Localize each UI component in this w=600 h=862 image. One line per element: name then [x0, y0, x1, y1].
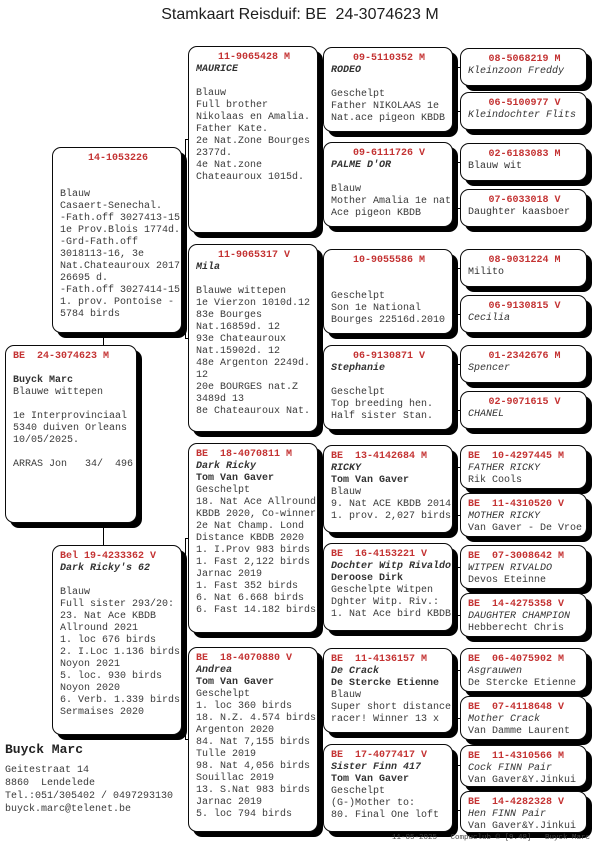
connector-line [185, 739, 188, 740]
connector-line [457, 567, 460, 568]
note-line: Bourges 22516d.2010 [331, 315, 446, 326]
pigeon-notes [60, 165, 181, 321]
note-line: Blauwe wittepen [13, 387, 104, 398]
pigeon-name: MOTHER RICKY [468, 511, 541, 522]
pedigree-box-asgrauwen [460, 648, 587, 692]
breeder-name: Van Gaver&Y.Jinkui [468, 821, 577, 832]
ring-number: BE 11-4310566 M [468, 751, 565, 762]
connector-line [457, 615, 460, 616]
note-line: 3018113-16, 3e [60, 249, 145, 260]
pedigree-box-mother-crack [460, 696, 587, 740]
page-title: Stamkaart Reisduif: BE 24-3074623 M [161, 6, 439, 23]
note-line: 12 [196, 370, 209, 381]
ring-number: BE 10-4297445 M [468, 451, 565, 462]
connector-line [321, 89, 322, 185]
ring-number: BE 14-4275358 V [468, 599, 565, 610]
note-line: Geschelpte Witpen [331, 585, 434, 596]
connector-line [457, 410, 460, 411]
note-line [196, 274, 312, 286]
note-line: Blauw [60, 587, 91, 598]
note-line: Full brother [196, 100, 269, 111]
pedigree-box-dark-ricky [188, 443, 318, 633]
note-line: -Grd-Fath.off [60, 237, 139, 248]
pigeon-name: Andrea [196, 665, 233, 676]
note-line: 2. I.Loc 1.136 birds [60, 647, 181, 658]
pigeon-notes [331, 77, 447, 125]
note-line [331, 172, 447, 184]
connector-line [457, 670, 460, 671]
pigeon-notes [331, 786, 447, 822]
note-line: KBDB 2020, Co-winner [196, 509, 317, 520]
ring-number: 02-9071615 V [488, 397, 561, 408]
note-line: 5. loc 794 birds [196, 809, 293, 820]
note-line: Sermaises 2020 [60, 707, 145, 718]
pigeon-name: CHANEL [468, 409, 505, 420]
connector-line [457, 467, 458, 516]
ring-number: BE 24-3074623 M [13, 351, 110, 362]
connector-line [185, 338, 188, 339]
note-line: 1e Interprovinciaal [13, 411, 128, 422]
note-line: 23. Nat Ace KBDB [60, 611, 157, 622]
note-line: 10/05/2025. [13, 435, 80, 446]
breeder-name: Tom Van Gaver [196, 473, 275, 484]
connector-line [457, 162, 460, 163]
pedigree-box-de-crack [323, 648, 453, 733]
connector-line [457, 765, 460, 766]
note-line: (G-)Mother to: [331, 798, 416, 809]
breeder-name: Deroose Dirk [331, 573, 404, 584]
note-line: 1. loc 676 birds [60, 635, 157, 646]
note-line: Argenton 2020 [196, 725, 275, 736]
pedigree-box-10-9055586 [323, 249, 453, 334]
pigeon-name: Asgrauwen [468, 666, 523, 677]
ring-number: 11-9065428 M [217, 52, 290, 63]
pedigree-box-kleindochter-flits [460, 92, 587, 130]
ring-number: 06-5100977 V [488, 98, 561, 109]
ring-number: 08-9031224 M [488, 255, 561, 266]
connector-line [321, 690, 323, 691]
ring-number: 06-9130815 V [488, 301, 561, 312]
pigeon-name: RICKY [331, 463, 362, 474]
note-line: 48e Argenton 2249d. [196, 358, 311, 369]
note-line [331, 77, 447, 89]
note-line [196, 76, 312, 88]
ring-number: BE 18-4070880 V [196, 653, 293, 664]
note-line: Son 1e National [331, 303, 422, 314]
note-line: Tulle 2019 [196, 749, 257, 760]
note-line: 2e Nat.Zone Bourges [196, 136, 311, 147]
pedigree-box-mother [52, 545, 182, 735]
pedigree-box-maurice [188, 46, 318, 233]
ring-number: BE 18-4070811 M [196, 449, 293, 460]
note-line: Father NIKOLAAS 1e [331, 101, 440, 112]
pedigree-box-milito [460, 249, 587, 287]
note-line: 18. Nat Ace Allround [196, 497, 317, 508]
note-line: Father Kate. [196, 124, 269, 135]
note-line [13, 447, 131, 459]
pigeon-name: Milito [468, 267, 505, 278]
ring-number: 09-6111726 V [352, 148, 425, 159]
pedigree-box-stephanie [323, 345, 453, 430]
pigeon-notes [196, 485, 317, 617]
connector-line [321, 489, 322, 588]
breeder-name: De Stercke Etienne [468, 678, 577, 689]
pedigree-box-subject [5, 345, 137, 523]
connector-line [321, 690, 322, 789]
pigeon-name: Kleinzoon Freddy [468, 66, 565, 77]
note-line: -Fath.off 3027413-15 [60, 213, 181, 224]
pedigree-box-kleinzoon-freddy [460, 48, 587, 86]
pigeon-name: Mila [196, 262, 221, 273]
pedigree-box-blauw-wit [460, 143, 587, 181]
pigeon-name: Stephanie [331, 363, 386, 374]
note-line: ARRAS Jon 34/ 496 [13, 459, 134, 470]
breeder-address-block [5, 742, 173, 816]
connector-line [185, 538, 186, 740]
connector-line [457, 810, 460, 811]
note-line: Blauw [331, 690, 362, 701]
note-line [60, 165, 176, 177]
note-line: Nikolaas en Amalia. [196, 112, 311, 123]
ring-number: Bel 19-4233362 V [60, 551, 157, 562]
connector-line [457, 314, 460, 315]
note-line: Mother Amalia 1e nat [331, 196, 452, 207]
pedigree-box-sister-finn [323, 744, 453, 832]
ring-number: BE 17-4077417 V [331, 750, 428, 761]
note-line: 9. Nat ACE KBDB 2014 [331, 499, 452, 510]
note-line: Jarnac 2019 [196, 569, 263, 580]
note-line: 5784 birds [60, 309, 121, 320]
pigeon-name: Cecilia [468, 313, 511, 324]
note-line: Geschelpt [196, 485, 251, 496]
breeder-name: Hebberecht Chris [468, 623, 565, 634]
note-line: Blauw [60, 189, 91, 200]
connector-line [457, 467, 460, 468]
connector-line [321, 489, 323, 490]
note-line: 93e Chateauroux [196, 334, 287, 345]
note-line: Dghter Witp. Riv.: [331, 597, 440, 608]
connector-line [185, 139, 186, 339]
pedigree-box-mother-ricky [460, 493, 587, 537]
pigeon-notes [331, 487, 452, 523]
connector-line [457, 208, 460, 209]
ring-number: BE 11-4136157 M [331, 654, 428, 665]
connector-line [321, 184, 323, 185]
connector-line [185, 538, 188, 539]
note-line: 98. Nat 4,056 birds [196, 761, 311, 772]
ring-number: BE 06-4075902 M [468, 654, 565, 665]
pigeon-name: RODEO [331, 65, 362, 76]
pigeon-name: WITPEN RIVALDO [468, 563, 553, 574]
note-line: 18. N.Z. 4.574 birds [196, 713, 317, 724]
pedigree-box-palme-dor [323, 142, 453, 227]
note-line: Blauw [331, 487, 362, 498]
note-line: Tel.:051/305402 / 0497293130 [5, 791, 174, 802]
breeder-name: Van Damme Laurent [468, 726, 571, 737]
note-line: 83e Bourges [196, 310, 263, 321]
note-line: Chateauroux 1015d. [196, 172, 305, 183]
note-line: 1. prov. 2,027 birds [331, 511, 452, 522]
pigeon-name: De Crack [331, 666, 380, 677]
note-line: -Fath.off 3027414-15 [60, 285, 181, 296]
ring-number: BE 13-4142684 M [331, 451, 428, 462]
ring-number: 07-6033018 V [488, 195, 561, 206]
ring-number: 14-1053226 [87, 153, 148, 164]
note-line: 1e Vierzon 1010d.12 [196, 298, 311, 309]
pigeon-name: Dochter Witp Rivaldo [331, 561, 452, 572]
note-line: Top breeding hen. [331, 399, 434, 410]
note-line: Jarnac 2019 [196, 797, 263, 808]
note-line: 6. Fast 14.182 birds [196, 605, 317, 616]
note-line: 1. Nat Ace bird KBDB [331, 609, 452, 620]
ring-number: BE 14-4282328 V [468, 797, 565, 808]
note-line: 4e Nat.zone [196, 160, 263, 171]
connector-line [321, 788, 323, 789]
connector-line [103, 333, 104, 345]
pedigree-box-father [52, 147, 182, 333]
note-line: Noyon 2021 [60, 659, 121, 670]
connector-line [457, 268, 458, 315]
pedigree-box-mila [188, 244, 318, 432]
ring-number: BE 07-4118648 V [468, 702, 565, 713]
note-line [331, 375, 447, 387]
pedigree-box-daughter-kaasboer [460, 189, 587, 227]
ring-number: 09-5110352 M [352, 53, 425, 64]
connector-line [457, 364, 458, 411]
pedigree-box-daughter-champion [460, 593, 587, 637]
connector-line [321, 291, 323, 292]
note-line [60, 575, 176, 587]
connector-line [457, 765, 458, 811]
pedigree-box-hen-finn [460, 791, 587, 833]
ring-number: 08-5068219 M [488, 54, 561, 65]
breeder-name: Buyck Marc [5, 742, 84, 757]
note-line: Geschelpt [331, 786, 386, 797]
pedigree-box-witpen-rivaldo [460, 545, 587, 589]
ring-number: 06-9130871 V [352, 351, 425, 362]
pigeon-notes [196, 274, 312, 418]
pedigree-box-ricky [323, 445, 453, 533]
note-line: 1. loc 360 birds [196, 701, 293, 712]
footer-credits: 11-05-2025 Compuclub © [9.48] Buyck Marc [391, 834, 590, 842]
breeder-name: Devos Eteinne [468, 575, 547, 586]
connector-line [321, 587, 323, 588]
note-line: Geschelpt [331, 291, 386, 302]
pigeon-notes [13, 387, 134, 471]
ring-number: BE 16-4153221 V [331, 549, 428, 560]
note-line: racer! Winner 13 x [331, 714, 440, 725]
note-line: 8e Chateauroux Nat. [196, 406, 311, 417]
breeder-name: Tom Van Gaver [331, 475, 410, 486]
ring-number: 10-9055586 M [352, 255, 425, 266]
connector-line [457, 718, 460, 719]
pigeon-name: Hen FINN Pair [468, 809, 547, 820]
note-line: Ace pigeon KBDB [331, 208, 422, 219]
pedigree-box-chanel [460, 391, 587, 429]
note-line: Half sister Stan. [331, 411, 434, 422]
note-line: 6. Verb. 1.339 birds [60, 695, 181, 706]
breeder-name: Tom Van Gaver [331, 774, 410, 785]
pigeon-name: Daughter kaasboer [468, 207, 571, 218]
pigeon-name: Blauw wit [468, 161, 523, 172]
connector-line [457, 67, 458, 112]
note-line: 8860 Lendelede [5, 778, 96, 789]
breeder-address [5, 764, 173, 816]
note-line: 84. Nat 7,155 birds [196, 737, 311, 748]
note-line: 1e Prov.Blois 1774d. [60, 225, 181, 236]
connector-line [457, 567, 458, 616]
note-line: 20e BOURGES nat.Z [196, 382, 299, 393]
note-line: Noyon 2020 [60, 683, 121, 694]
note-line [60, 177, 176, 189]
note-line: Souillac 2019 [196, 773, 275, 784]
note-line: Blauw [196, 88, 227, 99]
note-line: Geschelpt [196, 689, 251, 700]
note-line: Distance KBDB 2020 [196, 533, 305, 544]
note-line: 2377d. [196, 148, 233, 159]
pigeon-name: Dark Ricky [196, 461, 257, 472]
pigeon-name: Mother Crack [468, 714, 541, 725]
note-line: Nat.16859d. 12 [196, 322, 281, 333]
connector-line [321, 387, 323, 388]
note-line: 1. Fast 352 birds [196, 581, 299, 592]
connector-line [103, 523, 104, 545]
note-line: Allround 2021 [60, 623, 139, 634]
note-line [331, 267, 447, 279]
breeder-name: De Stercke Etienne [331, 678, 440, 689]
ring-number: 02-6183083 M [488, 149, 561, 160]
note-line: Nat.15902d. 12 [196, 346, 281, 357]
note-line: 13. S.Nat 983 birds [196, 785, 311, 796]
connector-line [185, 139, 188, 140]
pigeon-notes [196, 76, 312, 184]
pigeon-name: FATHER RICKY [468, 463, 541, 474]
pigeon-name: Kleindochter Flits [468, 110, 577, 121]
connector-line [457, 268, 460, 269]
ring-number: BE 11-4310520 V [468, 499, 565, 510]
note-line: Blauwe wittepen [196, 286, 287, 297]
pigeon-notes [331, 267, 447, 327]
note-line: 1. I.Prov 983 birds [196, 545, 311, 556]
pigeon-name: DAUGHTER CHAMPION [468, 611, 571, 622]
note-line: Casaert-Senechal. [60, 201, 163, 212]
pedigree-box-andrea [188, 647, 318, 832]
ring-number: BE 07-3008642 M [468, 551, 565, 562]
ring-number: 11-9065317 V [217, 250, 290, 261]
note-line: Full sister 293/20: [60, 599, 175, 610]
note-line: Geschelpt [331, 387, 386, 398]
breeder-name: Rik Cools [468, 475, 523, 486]
pedigree-box-cecilia [460, 295, 587, 333]
note-line: 3489d 13 [196, 394, 245, 405]
note-line: 6. Nat 6.668 birds [196, 593, 305, 604]
note-line: 5. loc. 930 birds [60, 671, 163, 682]
note-line: Nat.ace pigeon KBDB [331, 113, 446, 124]
note-line: Blauw [331, 184, 362, 195]
connector-line [457, 162, 458, 209]
note-line: 80. Final One loft [331, 810, 440, 821]
note-line: 1. Fast 2,122 birds [196, 557, 311, 568]
pigeon-notes [331, 172, 452, 220]
note-line: 1. prov. Pontoise - [60, 297, 175, 308]
connector-line [321, 291, 322, 388]
note-line: 5340 duiven Orleans [13, 423, 128, 434]
pigeon-notes [60, 575, 181, 719]
pigeon-name: Spencer [468, 363, 511, 374]
note-line: Geitestraat 14 [5, 765, 90, 776]
note-line: Geschelpt [331, 89, 386, 100]
pigeon-name: Dark Ricky's 62 [60, 563, 151, 574]
note-line: 26695 d. [60, 273, 109, 284]
note-line: Nat.Chateauroux 2017 [60, 261, 181, 272]
note-line: 2e Nat Champ. Lond [196, 521, 305, 532]
pedigree-box-rodeo [323, 47, 453, 132]
pigeon-notes [331, 585, 452, 621]
pigeon-name: Cock FINN Pair [468, 763, 553, 774]
note-line: buyck.marc@telenet.be [5, 804, 132, 815]
pigeon-name: MAURICE [196, 64, 239, 75]
pigeon-notes [331, 375, 447, 423]
pedigree-box-dochter-witp [323, 543, 453, 631]
connector-line [457, 111, 460, 112]
breeder-name: Buyck Marc [13, 375, 74, 386]
pedigree-box-father-ricky [460, 445, 587, 489]
pigeon-notes [196, 689, 317, 821]
breeder-name: Tom Van Gaver [196, 677, 275, 688]
pedigree-box-spencer [460, 345, 587, 383]
ring-number: 01-2342676 M [488, 351, 561, 362]
connector-line [457, 515, 460, 516]
pigeon-name: Sister Finn 417 [331, 762, 422, 773]
pedigree-box-cock-finn [460, 745, 587, 787]
note-line: Super short distance [331, 702, 452, 713]
note-line [13, 399, 131, 411]
note-line [331, 279, 447, 291]
breeder-name: Van Gaver&Y.Jinkui [468, 775, 577, 786]
pigeon-notes [331, 690, 452, 726]
connector-line [457, 670, 458, 719]
connector-line [457, 67, 460, 68]
connector-line [457, 364, 460, 365]
breeder-name: Van Gaver - De Vroe [468, 523, 583, 534]
connector-line [321, 89, 323, 90]
pigeon-name: PALME D'OR [331, 160, 392, 171]
spacer [13, 363, 131, 375]
